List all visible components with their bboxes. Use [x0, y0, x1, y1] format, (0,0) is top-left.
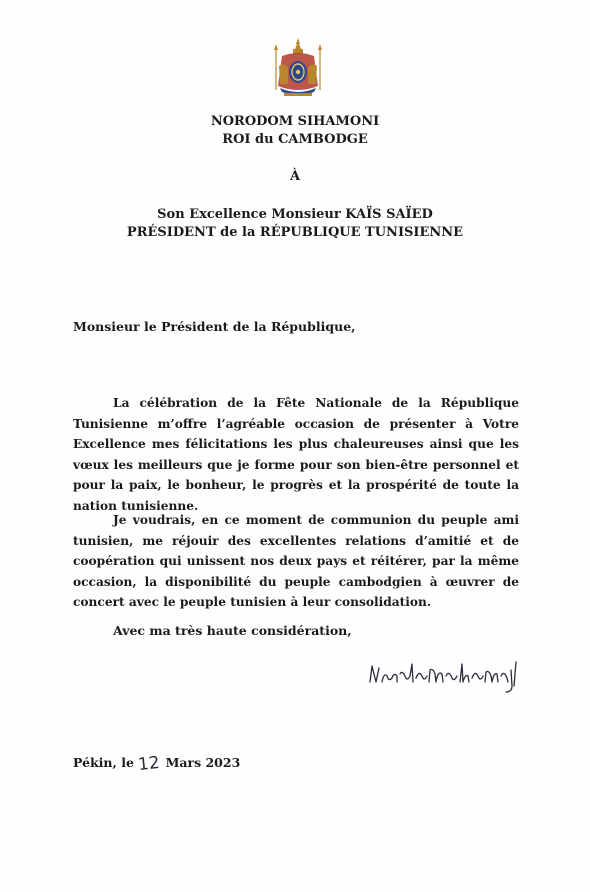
handwritten-signature: [366, 652, 526, 696]
recipient-line-2: PRÉSIDENT de la RÉPUBLIQUE TUNISIENNE: [126, 225, 464, 240]
body-paragraph-2: Je voudrais, en ce moment de communion du peuple ami tunisien, me réjouir des excellentes relations d’amitié et de coopération qui unissent nos deux pays et réitérer, par la même occasion, la disponibilité du peuple cambodgien à œuvrer de concert avec le peuple tunisien à leur consolidation.: [73, 513, 519, 610]
royal-arms-of-cambodia-icon: [266, 36, 330, 100]
to-marker: À: [289, 169, 301, 184]
date-place: Pékin, le: [73, 755, 134, 770]
recipient-line-1: Son Excellence Monsieur KAÏS SAÏED: [157, 207, 433, 222]
sender-name: NORODOM SIHAMONI: [210, 114, 380, 129]
date-line: [73, 754, 240, 774]
date-day-handwritten: 12: [136, 752, 161, 776]
sender-title: ROI du CAMBODGE: [222, 132, 368, 147]
date-month-year: Mars 2023: [165, 755, 241, 770]
salutation: Monsieur le Président de la République,: [73, 319, 356, 334]
body-paragraph-1: La célébration de la Fête Nationale de la République Tunisienne m’offre l’agréable occasion de présenter à Votre Excellence mes félicitations les plus chaleureuses ainsi que les vœux les meilleurs que je forme pour son bien-être personnel et pour la paix, le bonheur, le progrès et la prospérité de toute la nation tunisienne.: [73, 396, 519, 513]
closing-formula: Avec ma très haute considération,: [113, 623, 352, 638]
